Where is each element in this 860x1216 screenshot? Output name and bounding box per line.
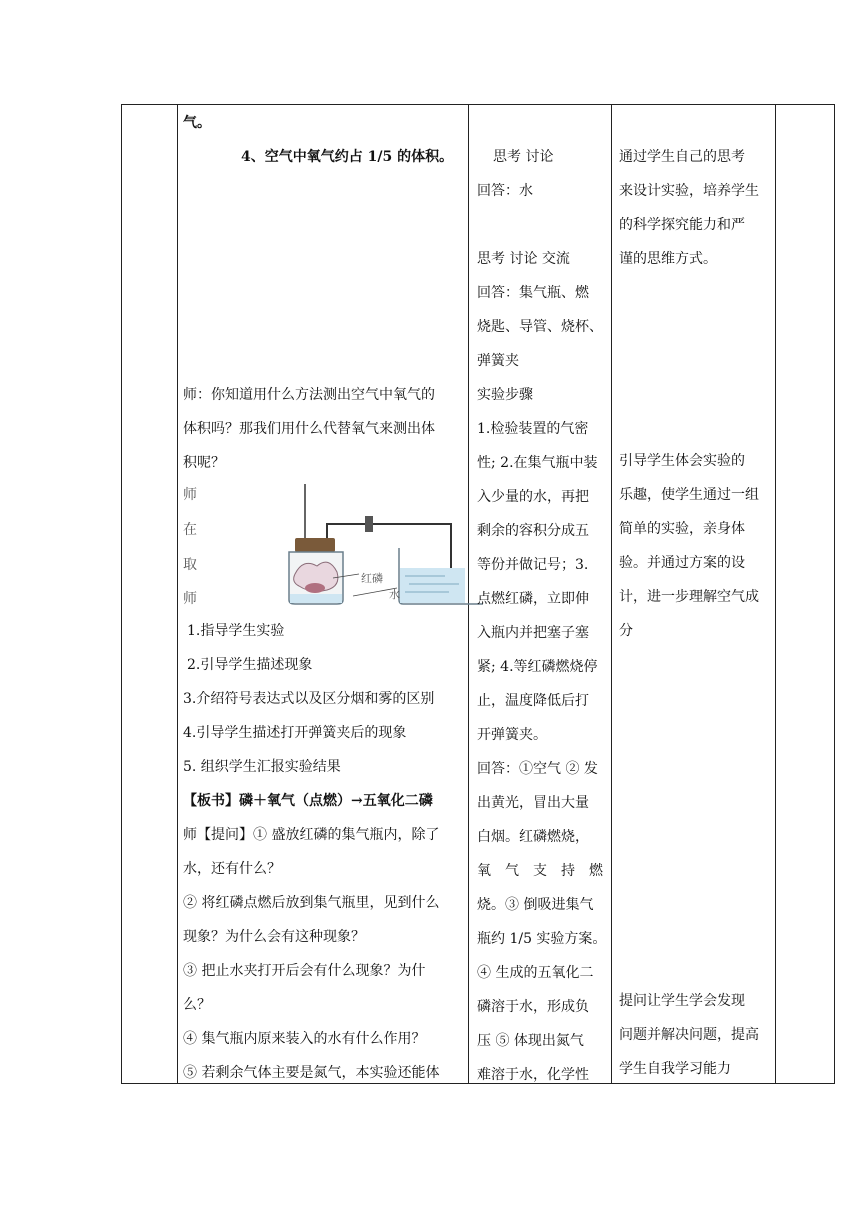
- question-line: 积呢？: [183, 455, 225, 471]
- intent-line: 问题并解决问题，提高: [619, 1027, 759, 1043]
- student-line: 剩余的容积分成五: [477, 523, 589, 539]
- intent-line: 提问让学生学会发现: [619, 993, 745, 1009]
- col-border-1: [121, 104, 122, 1084]
- ask-line: ⑤ 若剩余气体主要是氮气，本实验还能体: [183, 1065, 440, 1081]
- student-line: 瓶约 1/5 实验方案。: [477, 931, 607, 947]
- intent-block2: [619, 444, 769, 648]
- label-red-phosphorus: 红磷: [361, 572, 383, 585]
- question-line: 师：你知道用什么方法测出空气中氧气的: [183, 387, 435, 403]
- intent-line: 学生自我学习能力: [619, 1061, 731, 1077]
- intent-line: 计，进一步理解空气成: [619, 589, 759, 605]
- intent-line: 分: [619, 623, 633, 639]
- intent-block3: [619, 984, 769, 1086]
- student-line: 止，温度降低后打: [477, 693, 589, 709]
- student-line: 思考 讨论: [493, 149, 554, 165]
- label-water: 水: [389, 588, 400, 601]
- student-line: 白烟。红磷燃烧，: [477, 829, 589, 845]
- student-line: 难溶于水，化学性: [477, 1067, 589, 1083]
- student-line: 点燃红磷，立即伸: [477, 591, 589, 607]
- step-line: 5. 组织学生汇报实验结果: [183, 759, 341, 775]
- col-border-4: [611, 104, 612, 1084]
- col-border-6: [834, 104, 835, 1084]
- ask-line: 师【提问】① 盛放红磷的集气瓶内，除了: [183, 827, 440, 843]
- student-line: 性; 2.在集气瓶中装: [477, 455, 598, 471]
- student-line: 紧; 4.等红磷燃烧停: [477, 659, 598, 675]
- step-line: 3.介绍符号表达式以及区分烟和雾的区别: [183, 691, 435, 707]
- intent-block1: [619, 140, 769, 276]
- student-line: 氧 气 支 持 燃: [477, 863, 603, 879]
- intent-line: 引导学生体会实验的: [619, 453, 745, 469]
- ask-line: 水，还有什么？: [183, 861, 281, 877]
- intent-line: 简单的实验，亲身体: [619, 521, 745, 537]
- clipped-char: 在: [183, 522, 197, 538]
- lesson-table: [121, 104, 835, 1084]
- student-column-block2: [477, 242, 605, 1092]
- student-line: 弹簧夹: [477, 353, 519, 369]
- student-line: 入少量的水，再把: [477, 489, 589, 505]
- intent-line: 的科学探究能力和严: [619, 217, 745, 233]
- student-line: 入瓶内并把塞子塞: [477, 625, 589, 641]
- intent-line: 乐趣，使学生通过一组: [619, 487, 759, 503]
- step-line: 2.引导学生描述现象: [187, 657, 313, 673]
- jar-water: [290, 594, 342, 603]
- student-line: 开弹簧夹。: [477, 727, 547, 743]
- text-fragment: 气。: [183, 115, 211, 131]
- step-line: 1.指导学生实验: [187, 623, 285, 639]
- question-line: 体积吗？那我们用什么代替氧气来测出体: [183, 421, 435, 437]
- intent-line: 验。并通过方案的设: [619, 555, 745, 571]
- student-line: 磷溶于水，形成负: [477, 999, 589, 1015]
- red-phosphorus-spoon: [305, 583, 325, 593]
- col-border-5: [775, 104, 776, 1084]
- ask-line: ④ 集气瓶内原来装入的水有什么作用？: [183, 1031, 426, 1047]
- ask-line: ② 将红磷点燃后放到集气瓶里，见到什么: [183, 895, 440, 911]
- table-top-border: [121, 104, 835, 105]
- student-line: ④ 生成的五氧化二: [477, 965, 594, 981]
- student-line: 1.检验装置的气密: [477, 421, 589, 437]
- teacher-column-top: [183, 106, 465, 174]
- board-note: 【板书】磷＋氧气（点燃）→五氧化二磷: [183, 793, 433, 809]
- student-line: 压 ⑤ 体现出氮气: [477, 1033, 584, 1049]
- clipped-char: 师: [183, 487, 197, 503]
- student-line: 等份并做记号；3.: [477, 557, 589, 573]
- col-border-2: [177, 104, 178, 1084]
- student-line: 回答：集气瓶、燃: [477, 285, 589, 301]
- student-line: 实验步骤: [477, 387, 533, 403]
- intent-line: 来设计实验，培养学生: [619, 183, 759, 199]
- beaker-water: [400, 568, 465, 603]
- rubber-stopper: [295, 538, 335, 552]
- clipped-char: 取: [183, 557, 197, 573]
- student-line: 回答：①空气 ② 发: [477, 761, 598, 777]
- student-line: 烧匙、导管、烧杯、: [477, 319, 603, 335]
- ask-line: 么？: [183, 997, 211, 1013]
- clipped-char: 师: [183, 591, 197, 607]
- student-line: 烧。③ 倒吸进集气: [477, 897, 594, 913]
- section-heading: 4、空气中氧气约占 1/5 的体积。: [241, 149, 454, 165]
- teacher-question: [183, 378, 465, 480]
- col-border-3: [468, 104, 469, 1084]
- ask-line: ③ 把止水夹打开后会有什么现象？为什: [183, 963, 426, 979]
- student-line: 思考 讨论 交流: [477, 251, 570, 267]
- apparatus-figure: [183, 482, 465, 604]
- intent-line: 谨的思维方式。: [619, 251, 717, 267]
- student-column-block1: [477, 140, 605, 208]
- intent-line: 通过学生自己的思考: [619, 149, 745, 165]
- step-line: 4.引导学生描述打开弹簧夹后的现象: [183, 725, 407, 741]
- teacher-steps: [183, 614, 465, 1090]
- student-line: 回答：水: [477, 183, 533, 199]
- student-line: 出黄光，冒出大量: [477, 795, 589, 811]
- ask-line: 现象？为什么会有这种现象？: [183, 929, 365, 945]
- spring-clamp: [365, 516, 373, 532]
